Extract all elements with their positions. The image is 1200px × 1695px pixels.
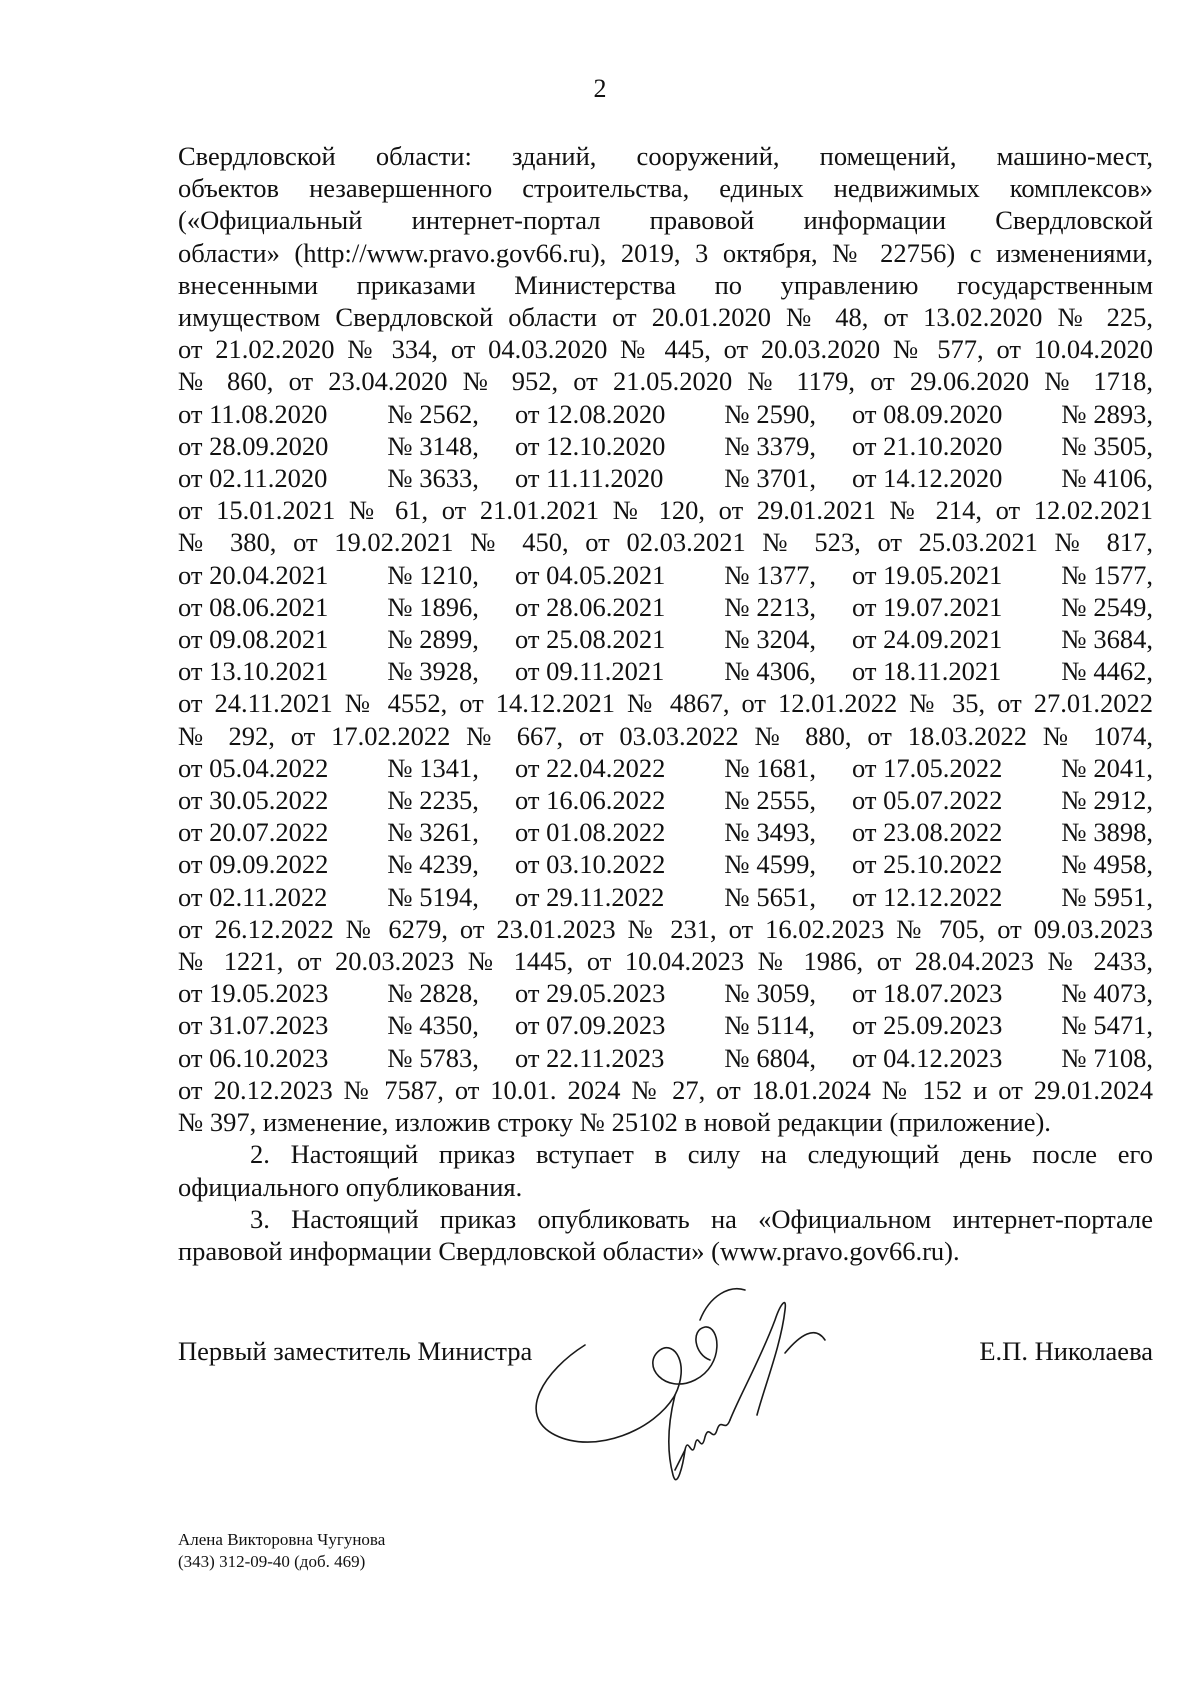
order-number: № 2590, bbox=[724, 398, 816, 429]
text-line: 2. Настоящий приказ вступает в силу на следующий день после его bbox=[250, 1139, 1153, 1170]
text-line: № 380, от 19.02.2021 № 450, от 02.03.2021 № 523, от 25.03.2021 № 817, bbox=[178, 527, 1153, 558]
order-date: от 01.08.2022 bbox=[515, 817, 666, 848]
order-number: № 1341, bbox=[387, 752, 479, 783]
text-line: 3. Настоящий приказ опубликовать на «Официальном интернет-портале bbox=[250, 1203, 1153, 1234]
text-line: от 26.12.2022 № 6279, от 23.01.2023 № 231, от 16.02.2023 № 705, от 09.03.2023 bbox=[178, 913, 1153, 944]
order-number: № 2213, bbox=[724, 591, 816, 622]
order-date: от 05.04.2022 bbox=[178, 752, 329, 783]
order-row bbox=[178, 784, 1153, 816]
order-number: № 5471, bbox=[1061, 1010, 1153, 1041]
order-number: № 3204, bbox=[724, 624, 816, 655]
paragraph-2 bbox=[178, 1138, 1153, 1202]
order-number: № 3493, bbox=[724, 817, 816, 848]
order-number: № 5651, bbox=[724, 881, 816, 912]
paragraph-3 bbox=[178, 1203, 1153, 1267]
order-number: № 5194, bbox=[387, 881, 479, 912]
order-number: № 1681, bbox=[724, 752, 816, 783]
order-date: от 11.11.2020 bbox=[515, 463, 664, 494]
order-number: № 2041, bbox=[1061, 752, 1153, 783]
order-date: от 14.12.2020 bbox=[852, 463, 1003, 494]
order-date: от 25.08.2021 bbox=[515, 624, 666, 655]
order-number: № 3633, bbox=[387, 463, 479, 494]
order-number: № 3684, bbox=[1061, 624, 1153, 655]
order-number: № 4239, bbox=[387, 849, 479, 880]
signatory-name: Е.П. Николаева bbox=[979, 1336, 1153, 1366]
order-date: от 08.09.2020 bbox=[852, 398, 1003, 429]
executor-name: Алена Викторовна Чугунова bbox=[178, 1530, 386, 1549]
order-date: от 18.07.2023 bbox=[852, 978, 1003, 1009]
order-date: от 20.07.2022 bbox=[178, 817, 329, 848]
executor-info bbox=[178, 1529, 385, 1573]
order-row bbox=[178, 655, 1153, 687]
text-line: № 860, от 23.04.2020 № 952, от 21.05.2020 № 1179, от 29.06.2020 № 1718, bbox=[178, 366, 1153, 397]
order-date: от 28.09.2020 bbox=[178, 430, 329, 461]
order-date: от 19.07.2021 bbox=[852, 591, 1003, 622]
order-number: № 2828, bbox=[387, 978, 479, 1009]
text-line: имуществом Свердловской области от 20.01.2020 № 48, от 13.02.2020 № 225, bbox=[178, 302, 1153, 333]
text-line: правовой информации Свердловской области» (www.pravo.gov66.ru). bbox=[178, 1235, 960, 1266]
text-line: от 21.02.2020 № 334, от 04.03.2020 № 445, от 20.03.2020 № 577, от 10.04.2020 bbox=[178, 334, 1153, 365]
paragraph-1 bbox=[178, 140, 1153, 1138]
order-row bbox=[178, 977, 1153, 1009]
order-number: № 4599, bbox=[724, 849, 816, 880]
order-number: № 2235, bbox=[387, 785, 479, 816]
order-number: № 4106, bbox=[1061, 463, 1153, 494]
order-row bbox=[178, 398, 1153, 430]
order-number: № 3148, bbox=[387, 430, 479, 461]
order-number: № 5783, bbox=[387, 1042, 479, 1073]
order-date: от 25.10.2022 bbox=[852, 849, 1003, 880]
order-date: от 06.10.2023 bbox=[178, 1042, 329, 1073]
text-line: № 292, от 17.02.2022 № 667, от 03.03.2022 № 880, от 18.03.2022 № 1074, bbox=[178, 720, 1153, 751]
order-number: № 3261, bbox=[387, 817, 479, 848]
order-number: № 4462, bbox=[1061, 656, 1153, 687]
text-line: объектов незавершенного строительства, единых недвижимых комплексов» bbox=[178, 173, 1153, 204]
text-line: официального опубликования. bbox=[178, 1171, 523, 1202]
order-date: от 19.05.2021 bbox=[852, 559, 1003, 590]
order-date: от 20.04.2021 bbox=[178, 559, 329, 590]
order-number: № 3701, bbox=[724, 463, 816, 494]
order-row bbox=[178, 1009, 1153, 1041]
order-date: от 21.10.2020 bbox=[852, 430, 1003, 461]
order-date: от 22.04.2022 bbox=[515, 752, 666, 783]
order-number: № 4958, bbox=[1061, 849, 1153, 880]
order-date: от 18.11.2021 bbox=[852, 656, 1002, 687]
text-line: Свердловской области: зданий, сооружений, помещений, машино-мест, bbox=[178, 141, 1153, 171]
signatory-title: Первый заместитель Министра bbox=[178, 1336, 533, 1366]
order-number: № 7108, bbox=[1061, 1042, 1153, 1073]
order-number: № 4306, bbox=[724, 656, 816, 687]
text-line: от 15.01.2021 № 61, от 21.01.2021 № 120, от 29.01.2021 № 214, от 12.02.2021 bbox=[178, 495, 1153, 526]
order-row bbox=[178, 462, 1153, 494]
executor-phone: (343) 312-09-40 (доб. 469) bbox=[178, 1552, 366, 1571]
text-line: № 397, изменение, изложив строку № 25102 в новой редакции (приложение). bbox=[178, 1107, 1051, 1138]
order-date: от 04.05.2021 bbox=[515, 559, 666, 590]
order-row bbox=[178, 752, 1153, 784]
order-number: № 2899, bbox=[387, 624, 479, 655]
text-line: внесенными приказами Министерства по управлению государственным bbox=[178, 269, 1153, 300]
order-date: от 08.06.2021 bbox=[178, 591, 329, 622]
order-number: № 1896, bbox=[387, 591, 479, 622]
order-date: от 30.05.2022 bbox=[178, 785, 329, 816]
order-date: от 17.05.2022 bbox=[852, 752, 1003, 783]
order-number: № 3505, bbox=[1061, 430, 1153, 461]
order-row bbox=[178, 816, 1153, 848]
order-number: № 2562, bbox=[387, 398, 479, 429]
order-date: от 29.11.2022 bbox=[515, 881, 665, 912]
order-number: № 3898, bbox=[1061, 817, 1153, 848]
order-date: от 22.11.2023 bbox=[515, 1042, 665, 1073]
order-date: от 16.06.2022 bbox=[515, 785, 666, 816]
order-date: от 12.12.2022 bbox=[852, 881, 1003, 912]
order-date: от 24.09.2021 bbox=[852, 624, 1003, 655]
order-date: от 29.05.2023 bbox=[515, 978, 666, 1009]
order-date: от 02.11.2020 bbox=[178, 463, 328, 494]
order-number: № 3379, bbox=[724, 430, 816, 461]
handwritten-signature bbox=[525, 1265, 875, 1505]
order-date: от 09.11.2021 bbox=[515, 656, 665, 687]
order-number: № 2893, bbox=[1061, 398, 1153, 429]
order-number: № 5114, bbox=[724, 1010, 815, 1041]
order-date: от 09.08.2021 bbox=[178, 624, 329, 655]
order-date: от 28.06.2021 bbox=[515, 591, 666, 622]
text-line: области» (http://www.pravo.gov66.ru), 2019, 3 октября, № 22756) с изменениями, bbox=[178, 237, 1153, 268]
order-date: от 02.11.2022 bbox=[178, 881, 328, 912]
order-date: от 04.12.2023 bbox=[852, 1042, 1003, 1073]
order-number: № 1577, bbox=[1061, 559, 1153, 590]
order-row bbox=[178, 848, 1153, 880]
order-number: № 3928, bbox=[387, 656, 479, 687]
order-number: № 3059, bbox=[724, 978, 816, 1009]
order-date: от 03.10.2022 bbox=[515, 849, 666, 880]
order-row bbox=[178, 591, 1153, 623]
order-date: от 25.09.2023 bbox=[852, 1010, 1003, 1041]
order-row bbox=[178, 1042, 1153, 1074]
page-number: 2 bbox=[593, 74, 607, 103]
order-date: от 09.09.2022 bbox=[178, 849, 329, 880]
order-number: № 1377, bbox=[724, 559, 816, 590]
order-number: № 4073, bbox=[1061, 978, 1153, 1009]
order-date: от 07.09.2023 bbox=[515, 1010, 666, 1041]
order-row bbox=[178, 623, 1153, 655]
order-date: от 19.05.2023 bbox=[178, 978, 329, 1009]
order-number: № 2549, bbox=[1061, 591, 1153, 622]
order-date: от 05.07.2022 bbox=[852, 785, 1003, 816]
order-date: от 31.07.2023 bbox=[178, 1010, 329, 1041]
order-number: № 1210, bbox=[387, 559, 479, 590]
text-line: № 1221, от 20.03.2023 № 1445, от 10.04.2023 № 1986, от 28.04.2023 № 2433, bbox=[178, 946, 1153, 977]
order-date: от 13.10.2021 bbox=[178, 656, 329, 687]
text-line: («Официальный интернет-портал правовой информации Свердловской bbox=[178, 205, 1153, 236]
order-number: № 2912, bbox=[1061, 785, 1153, 816]
order-row bbox=[178, 559, 1153, 591]
order-number: № 6804, bbox=[724, 1042, 816, 1073]
order-number: № 2555, bbox=[724, 785, 816, 816]
text-line: от 20.12.2023 № 7587, от 10.01. 2024 № 27, от 18.01.2024 № 152 и от 29.01.2024 bbox=[178, 1074, 1153, 1105]
order-row bbox=[178, 430, 1153, 462]
order-row bbox=[178, 881, 1153, 913]
order-date: от 23.08.2022 bbox=[852, 817, 1003, 848]
order-date: от 11.08.2020 bbox=[178, 398, 328, 429]
order-date: от 12.10.2020 bbox=[515, 430, 666, 461]
order-number: № 5951, bbox=[1061, 881, 1153, 912]
order-number: № 4350, bbox=[387, 1010, 479, 1041]
order-date: от 12.08.2020 bbox=[515, 398, 666, 429]
text-line: от 24.11.2021 № 4552, от 14.12.2021 № 4867, от 12.01.2022 № 35, от 27.01.2022 bbox=[178, 688, 1153, 719]
document-body bbox=[178, 140, 1153, 1267]
